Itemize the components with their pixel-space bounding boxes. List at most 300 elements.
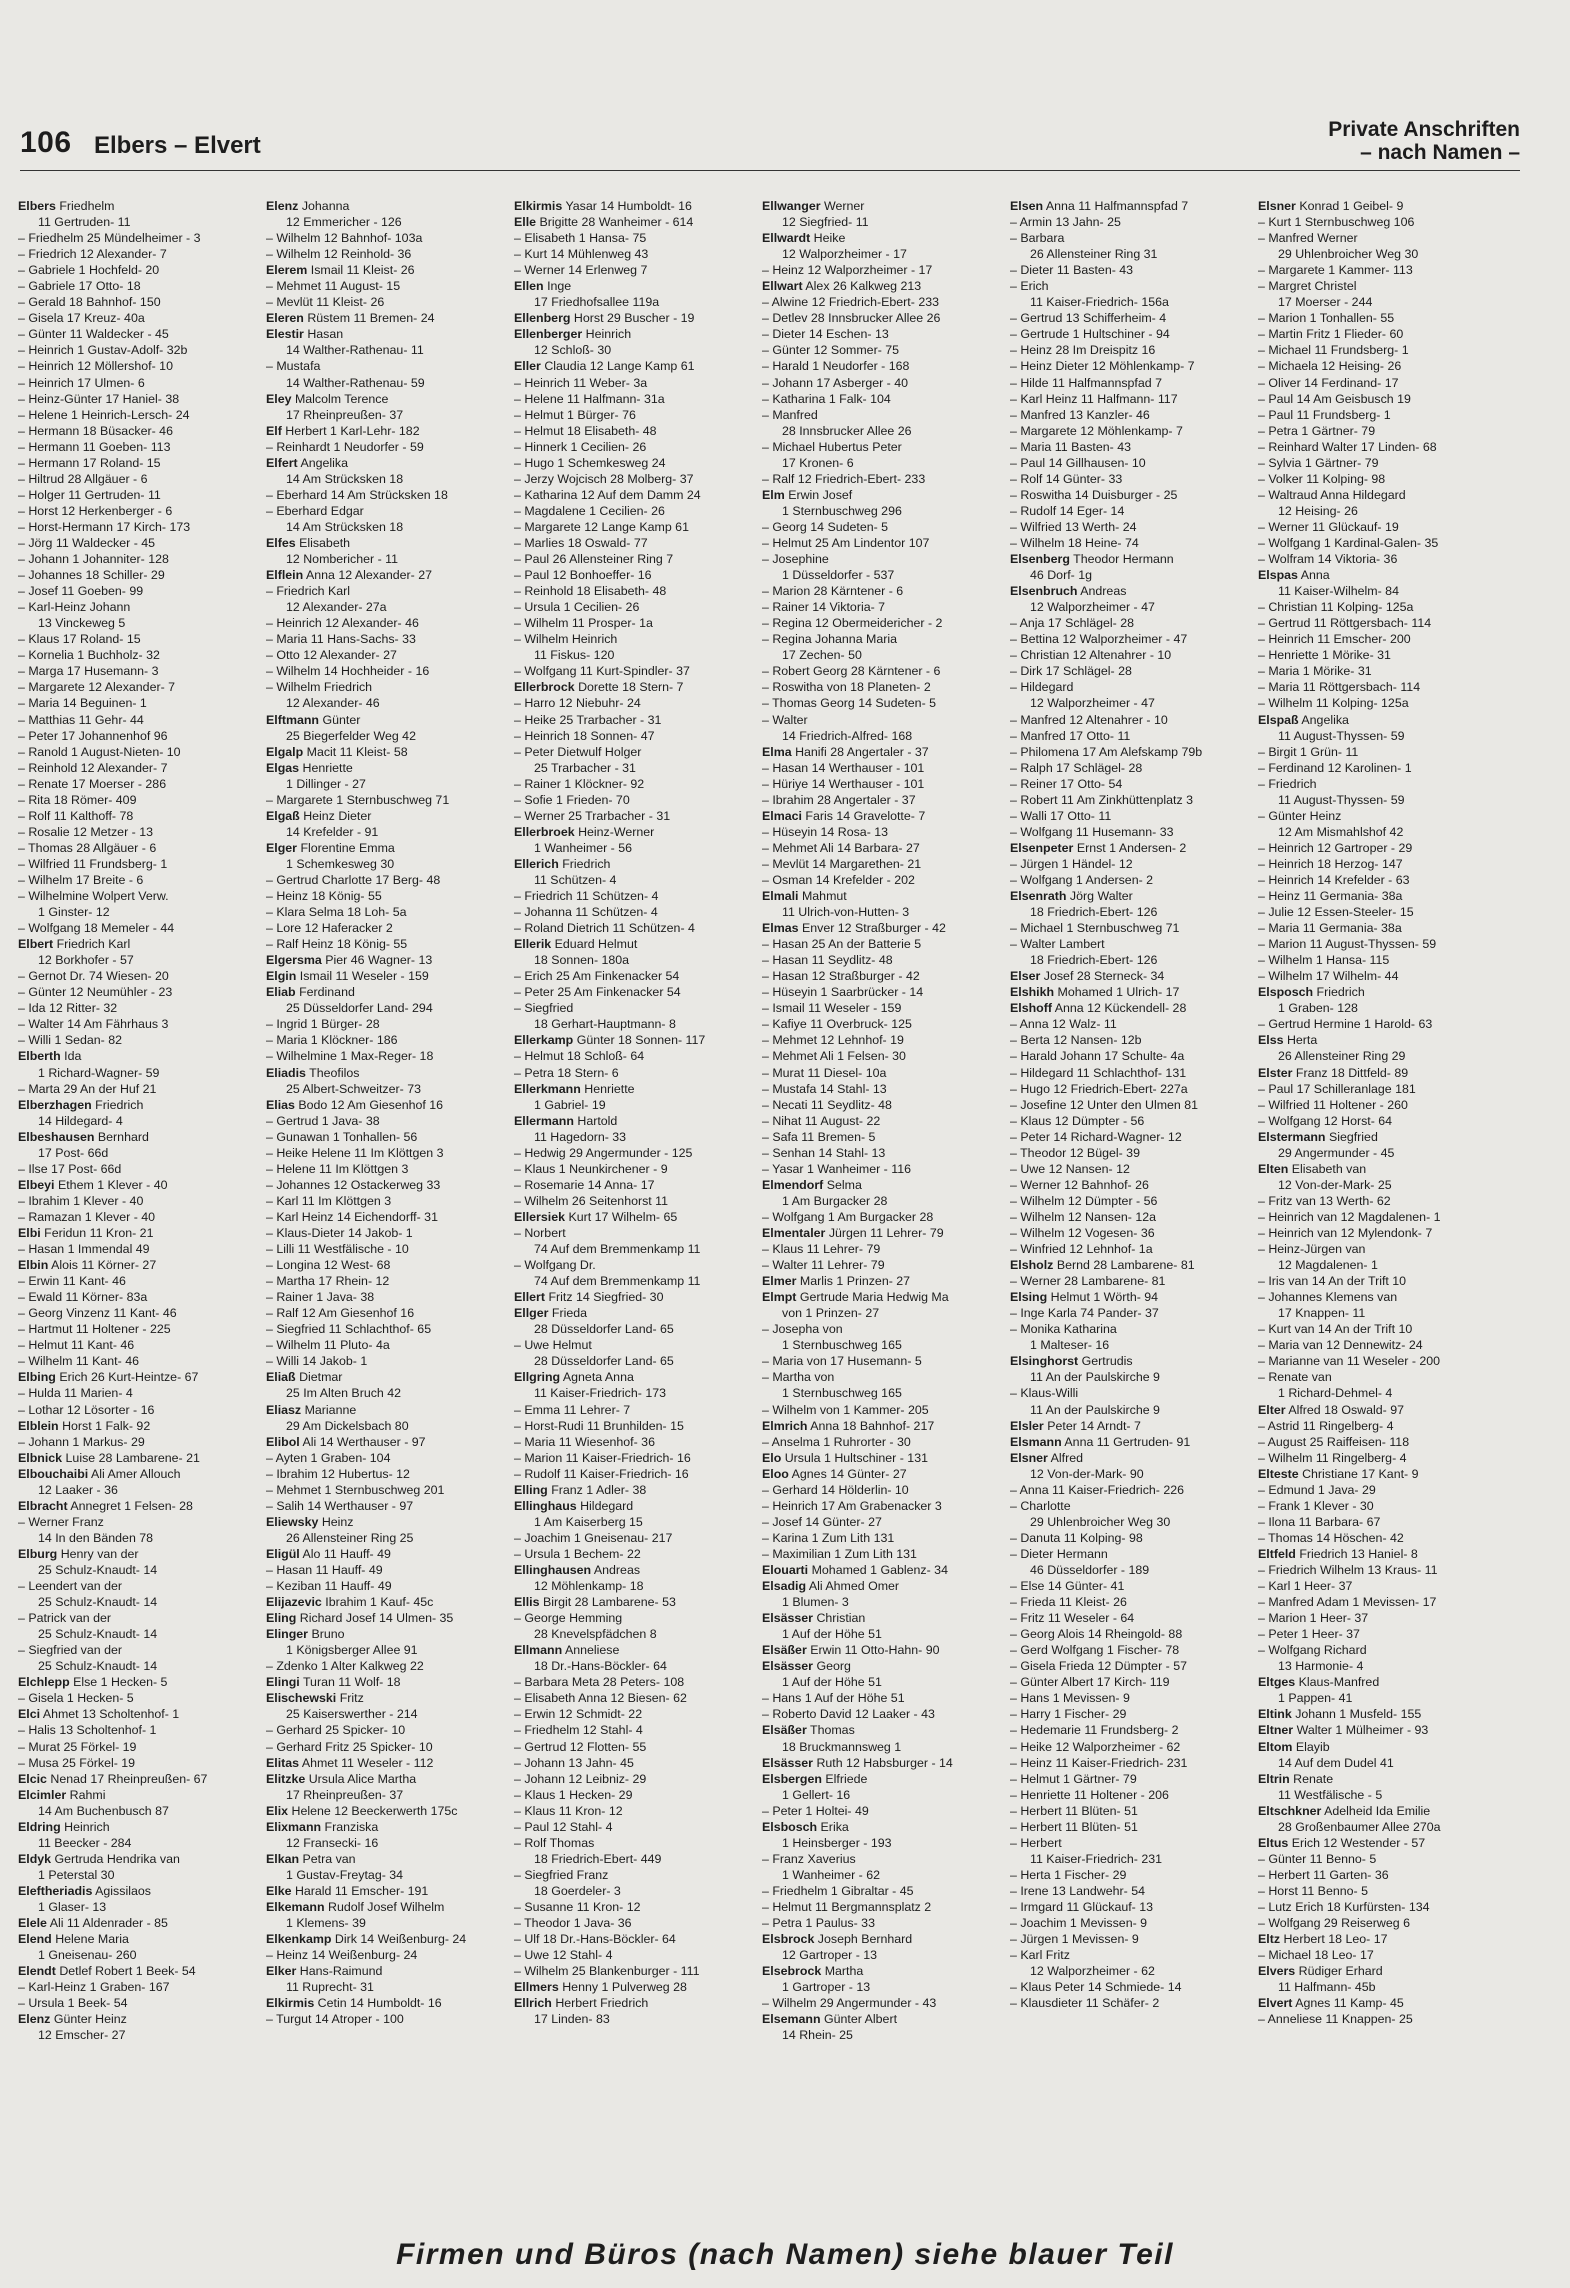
surname: Elmali bbox=[762, 889, 799, 904]
entry-text: Kurt 17 Wilhelm- 65 bbox=[568, 1209, 678, 1224]
entry-text: – Ramazan 1 Klever - 40 bbox=[18, 1209, 156, 1224]
entry-text: 12 Heising- 26 bbox=[1278, 503, 1358, 518]
entry-text: 1 Schemkesweg 30 bbox=[286, 856, 395, 871]
entry-text: – Marga 17 Husemann- 3 bbox=[18, 664, 159, 679]
directory-entry bbox=[1010, 1835, 1250, 1851]
directory-entry bbox=[514, 471, 754, 487]
directory-entry bbox=[18, 776, 258, 792]
entry-text: Elisabeth bbox=[299, 535, 351, 550]
directory-entry bbox=[1010, 1706, 1250, 1722]
directory-entry-address bbox=[762, 1193, 1002, 1209]
entry-text: 1 Richard-Wagner- 59 bbox=[38, 1065, 160, 1080]
directory-entry-address bbox=[18, 1594, 258, 1610]
directory-entry bbox=[1258, 599, 1498, 615]
entry-text: – Ferdinand 12 Karolinen- 1 bbox=[1258, 760, 1412, 775]
directory-entry bbox=[514, 792, 754, 808]
directory-entry bbox=[1258, 663, 1498, 679]
entry-text: 11 Gertruden- 11 bbox=[38, 215, 131, 230]
directory-entry bbox=[1258, 551, 1498, 567]
entry-text: – Iris van 14 An der Trift 10 bbox=[1258, 1274, 1407, 1289]
entry-text: – Christian 12 Altenahrer - 10 bbox=[1010, 648, 1172, 663]
directory-entry bbox=[18, 1402, 258, 1418]
surname: Elshikh bbox=[1010, 985, 1055, 1000]
entry-text: Erika bbox=[820, 1819, 849, 1834]
entry-text: – Johann 17 Asberger - 40 bbox=[762, 375, 909, 390]
directory-entry bbox=[266, 1450, 506, 1466]
directory-entry bbox=[1010, 1658, 1250, 1674]
entry-text: – Murat 25 Förkel- 19 bbox=[18, 1739, 137, 1754]
entry-text: 14 Friedrich-Alfred- 168 bbox=[782, 728, 913, 743]
entry-text: – Rainer 1 Klöckner- 92 bbox=[514, 776, 645, 791]
entry-text: – Hilde 11 Halfmannspfad 7 bbox=[1010, 375, 1162, 390]
entry-text: – Erwin 12 Schmidt- 22 bbox=[514, 1707, 643, 1722]
directory-entry-surname bbox=[18, 2011, 258, 2027]
entry-text: – Karl 1 Heer- 37 bbox=[1258, 1579, 1353, 1594]
directory-entry-address bbox=[1010, 1402, 1250, 1418]
directory-entry bbox=[762, 294, 1002, 310]
directory-entry bbox=[762, 391, 1002, 407]
directory-entry bbox=[514, 1000, 754, 1016]
directory-entry bbox=[762, 358, 1002, 374]
directory-entry-address bbox=[762, 1867, 1002, 1883]
directory-entry-address bbox=[266, 776, 506, 792]
directory-entry bbox=[1258, 1562, 1498, 1578]
entry-text: Alois 11 Körner- 27 bbox=[51, 1258, 157, 1273]
entry-text: 1 Am Kaiserberg 15 bbox=[534, 1514, 643, 1529]
entry-text: 12 Am Mismahlshof 42 bbox=[1278, 824, 1404, 839]
entry-text: Enver 12 Straßburger - 42 bbox=[801, 921, 946, 936]
directory-entry-surname bbox=[762, 1418, 1002, 1434]
directory-entry bbox=[18, 1690, 258, 1706]
entry-text: – Manfred Adam 1 Mevissen- 17 bbox=[1258, 1595, 1437, 1610]
directory-entry bbox=[514, 407, 754, 423]
entry-text: Feridun 11 Kron- 21 bbox=[44, 1226, 154, 1240]
surname: Elsebrock bbox=[762, 1964, 822, 1979]
entry-text: – Maria 11 Basten- 43 bbox=[1010, 439, 1131, 454]
directory-entry bbox=[266, 663, 506, 679]
entry-text: Johanna bbox=[301, 199, 350, 213]
directory-entry-surname bbox=[514, 1305, 754, 1321]
entry-text: – Kurt 14 Mühlenweg 43 bbox=[514, 247, 649, 262]
directory-entry bbox=[18, 1000, 258, 1016]
surname: Elmrich bbox=[762, 1418, 808, 1433]
entry-text: – Reinhard Walter 17 Linden- 68 bbox=[1258, 439, 1437, 454]
entry-text: – Marianne van 11 Weseler - 200 bbox=[1258, 1354, 1441, 1369]
directory-entry bbox=[18, 1016, 258, 1032]
entry-text: Hanifi 28 Angertaler - 37 bbox=[795, 744, 929, 759]
directory-entry-surname bbox=[1258, 1963, 1498, 1979]
directory-entry-surname bbox=[514, 1995, 754, 2011]
surname: Elkirmis bbox=[514, 199, 563, 213]
directory-entry bbox=[514, 1803, 754, 1819]
directory-entry bbox=[18, 358, 258, 374]
entry-text: – Wilhelm Heinrich bbox=[514, 632, 618, 647]
entry-text: – Werner 14 Erlenweg 7 bbox=[514, 263, 648, 278]
entry-text: 1 Auf der Höhe 51 bbox=[782, 1675, 882, 1690]
directory-entry bbox=[762, 1353, 1002, 1369]
directory-entry bbox=[18, 262, 258, 278]
directory-entry bbox=[1010, 936, 1250, 952]
directory-entry-surname bbox=[762, 487, 1002, 503]
surname: Eling bbox=[266, 1611, 297, 1626]
surname: Elbert bbox=[18, 937, 54, 952]
surname: Ellerkamp bbox=[514, 1033, 574, 1048]
entry-text: – Friedhelm 12 Stahl- 4 bbox=[514, 1723, 643, 1738]
directory-entry bbox=[1010, 1931, 1250, 1947]
entry-text: – Rita 18 Römer- 409 bbox=[18, 792, 137, 807]
directory-entry bbox=[762, 375, 1002, 391]
entry-text: – Gabriele 1 Hochfeld- 20 bbox=[18, 263, 160, 278]
entry-text: 1 Blumen- 3 bbox=[782, 1595, 849, 1610]
entry-text: – Hans 1 Mevissen- 9 bbox=[1010, 1691, 1130, 1706]
entry-text: – Gunawan 1 Tonhallen- 56 bbox=[266, 1129, 418, 1144]
directory-entry bbox=[1258, 262, 1498, 278]
directory-entry bbox=[514, 663, 754, 679]
page-range-title: Elbers – Elvert bbox=[94, 132, 261, 159]
directory-entry-surname bbox=[266, 262, 506, 278]
entry-text: – Harald Johann 17 Schulte- 4a bbox=[1010, 1049, 1185, 1064]
directory-entry bbox=[762, 663, 1002, 679]
entry-text: – Renate 17 Moerser - 286 bbox=[18, 776, 167, 791]
entry-text: – Heinrich van 12 Magdalenen- 1 bbox=[1258, 1209, 1441, 1224]
directory-entry-surname bbox=[266, 198, 506, 214]
directory-entry-address bbox=[514, 1016, 754, 1032]
entry-text: – Werner 11 Glückauf- 19 bbox=[1258, 519, 1399, 534]
directory-entry bbox=[514, 744, 754, 760]
directory-entry bbox=[18, 1161, 258, 1177]
directory-entry bbox=[514, 1434, 754, 1450]
entry-text: – Turgut 14 Atroper - 100 bbox=[266, 2012, 404, 2027]
directory-entry bbox=[266, 1016, 506, 1032]
entry-text: – George Hemming bbox=[514, 1611, 623, 1626]
surname: Elijazevic bbox=[266, 1595, 322, 1610]
entry-text: – Horst 12 Herkenberger - 6 bbox=[18, 503, 173, 518]
entry-text: – Ilse 17 Post- 66d bbox=[18, 1161, 122, 1176]
entry-text: Frieda bbox=[551, 1306, 588, 1321]
directory-entry-address bbox=[266, 1000, 506, 1016]
directory-entry bbox=[1258, 2011, 1498, 2027]
directory-entry-address bbox=[514, 840, 754, 856]
entry-text: – Maria 11 Hans-Sachs- 33 bbox=[266, 632, 416, 647]
entry-text: 26 Allensteiner Ring 25 bbox=[286, 1530, 414, 1545]
directory-entry bbox=[1010, 535, 1250, 551]
entry-text: – Roberto David 12 Laaker - 43 bbox=[762, 1707, 935, 1722]
entry-text: 11 Fiskus- 120 bbox=[534, 648, 615, 663]
entry-text: – Gernot Dr. 74 Wiesen- 20 bbox=[18, 969, 169, 984]
directory-entry-address bbox=[762, 1385, 1002, 1401]
entry-text: – Petra 18 Stern- 6 bbox=[514, 1065, 619, 1080]
directory-entry bbox=[18, 1289, 258, 1305]
entry-text: – Matthias 11 Gehr- 44 bbox=[18, 712, 144, 727]
directory-entry-address bbox=[18, 1947, 258, 1963]
entry-text: – Ida 12 Ritter- 32 bbox=[18, 1001, 118, 1016]
entry-text: 12 Gartroper - 13 bbox=[782, 1948, 878, 1963]
directory-entry bbox=[266, 888, 506, 904]
directory-entry-surname bbox=[1258, 1803, 1498, 1819]
directory-entry bbox=[1010, 455, 1250, 471]
entry-text: – Heinrich 18 Herzog- 147 bbox=[1258, 856, 1403, 871]
entry-text: 1 Malteser- 16 bbox=[1030, 1338, 1110, 1353]
entry-text: – Johannes 12 Ostackerweg 33 bbox=[266, 1177, 441, 1192]
surname: Elbers bbox=[18, 199, 56, 213]
surname: Elsenberg bbox=[1010, 552, 1070, 567]
directory-entry bbox=[1258, 1530, 1498, 1546]
directory-entry-surname bbox=[18, 1418, 258, 1434]
surname: Ellermann bbox=[514, 1113, 574, 1128]
entry-text: Helmut 1 Wörth- 94 bbox=[1050, 1290, 1159, 1305]
directory-entry-surname bbox=[514, 1979, 754, 1995]
directory-entry bbox=[1258, 1337, 1498, 1353]
entry-text: – Margarete 1 Sternbuschweg 71 bbox=[266, 792, 450, 807]
directory-column bbox=[1010, 198, 1250, 2178]
entry-text: – Patrick van der bbox=[18, 1611, 111, 1626]
directory-entry bbox=[762, 1016, 1002, 1032]
directory-entry-surname bbox=[1258, 1739, 1498, 1755]
directory-entry bbox=[18, 487, 258, 503]
entry-text: – Birgit 1 Grün- 11 bbox=[1258, 744, 1359, 759]
entry-text: – Lilli 11 Westfälische - 10 bbox=[266, 1242, 409, 1257]
entry-text: Herta bbox=[1286, 1033, 1318, 1048]
directory-entry bbox=[514, 1450, 754, 1466]
entry-text: – Michael 18 Leo- 17 bbox=[1258, 1948, 1374, 1963]
entry-text: – Heinrich 11 Weber- 3a bbox=[514, 375, 648, 390]
entry-text: – Johanna 11 Schützen- 4 bbox=[514, 905, 658, 920]
directory-entry bbox=[18, 728, 258, 744]
entry-text: Bodo 12 Am Giesenhof 16 bbox=[298, 1097, 444, 1112]
directory-entry bbox=[266, 1321, 506, 1337]
surname: Elsadig bbox=[762, 1579, 807, 1594]
directory-entry-surname bbox=[18, 1851, 258, 1867]
directory-entry-address bbox=[266, 407, 506, 423]
directory-entry bbox=[18, 278, 258, 294]
entry-text: 1 Dillinger - 27 bbox=[286, 776, 366, 791]
entry-text: – Reiner 17 Otto- 54 bbox=[1010, 776, 1123, 791]
directory-entry-surname bbox=[266, 1819, 506, 1835]
directory-entry-address bbox=[1010, 1963, 1250, 1979]
entry-text: – Elisabeth 1 Hansa- 75 bbox=[514, 231, 647, 246]
entry-text: 14 Auf dem Dudel 41 bbox=[1278, 1755, 1394, 1770]
entry-text: – Wilhelm 26 Seitenhorst 11 bbox=[514, 1193, 669, 1208]
directory-entry bbox=[514, 503, 754, 519]
directory-entry bbox=[1010, 1530, 1250, 1546]
entry-text: Heike bbox=[813, 231, 846, 246]
entry-text: – Karl 11 Im Klöttgen 3 bbox=[266, 1193, 392, 1208]
entry-text: – Barbara bbox=[1010, 231, 1065, 246]
directory-entry bbox=[514, 1161, 754, 1177]
surname: Ellenberg bbox=[514, 311, 571, 326]
directory-entry-surname bbox=[1258, 1546, 1498, 1562]
surname: Eleftheriadis bbox=[18, 1883, 93, 1898]
directory-entry bbox=[266, 1209, 506, 1225]
entry-text: – Robert 11 Am Zinkhüttenplatz 3 bbox=[1010, 792, 1193, 807]
directory-entry-surname bbox=[514, 1209, 754, 1225]
entry-text: – Mustafa bbox=[266, 359, 321, 374]
directory-entry bbox=[18, 294, 258, 310]
entry-text: – Wolfgang 18 Memeler - 44 bbox=[18, 921, 175, 936]
footer-note: Firmen und Büros (nach Namen) siehe blauer Teil bbox=[396, 2238, 1174, 2271]
entry-text: 11 Westfälische - 5 bbox=[1278, 1787, 1383, 1802]
directory-entry bbox=[514, 1706, 754, 1722]
directory-entry bbox=[18, 1337, 258, 1353]
directory-entry bbox=[762, 1241, 1002, 1257]
directory-entry bbox=[266, 1337, 506, 1353]
entry-text: – Hasan 12 Straßburger - 42 bbox=[762, 969, 920, 984]
entry-text: 25 Schulz-Knaudt- 14 bbox=[38, 1562, 158, 1577]
entry-text: – Mehmet 12 Lehnhof- 19 bbox=[762, 1033, 904, 1048]
directory-entry-surname bbox=[762, 1722, 1002, 1738]
entry-text: – Mehmet Ali 14 Barbara- 27 bbox=[762, 840, 920, 855]
directory-entry bbox=[1258, 952, 1498, 968]
entry-text: – Julie 12 Essen-Steeler- 15 bbox=[1258, 905, 1414, 920]
directory-entry bbox=[266, 1353, 506, 1369]
entry-text: – Rosalie 12 Metzer - 13 bbox=[18, 824, 153, 839]
directory-entry-surname bbox=[1010, 583, 1250, 599]
directory-entry-address bbox=[18, 1482, 258, 1498]
directory-entry bbox=[266, 246, 506, 262]
surname: Ellert bbox=[514, 1290, 545, 1305]
directory-entry-surname bbox=[266, 535, 506, 551]
directory-entry-surname bbox=[1010, 968, 1250, 984]
directory-entry bbox=[1258, 1851, 1498, 1867]
entry-text: – Wilhelm 17 Breite - 6 bbox=[18, 872, 144, 887]
entry-text: – Fritz 11 Weseler - 64 bbox=[1010, 1611, 1135, 1626]
directory-entry bbox=[266, 1225, 506, 1241]
entry-text: 12 Walporzheimer - 47 bbox=[1030, 696, 1155, 711]
directory-entry bbox=[762, 407, 1002, 423]
entry-text: – Johann 12 Leibniz- 29 bbox=[514, 1771, 647, 1786]
directory-entry bbox=[514, 1177, 754, 1193]
directory-entry bbox=[1258, 230, 1498, 246]
entry-text: – Ayten 1 Graben- 104 bbox=[266, 1450, 391, 1465]
entry-text: – Irene 13 Landwehr- 54 bbox=[1010, 1883, 1146, 1898]
entry-text: Ursula 1 Hultschiner - 131 bbox=[784, 1450, 928, 1465]
directory-entry bbox=[18, 599, 258, 615]
entry-text: – Herbert 11 Garten- 36 bbox=[1258, 1867, 1389, 1882]
directory-entry-surname bbox=[514, 198, 754, 214]
directory-entry bbox=[762, 1690, 1002, 1706]
entry-text: – Helmut 18 Elisabeth- 48 bbox=[514, 423, 657, 438]
directory-entry-surname bbox=[1010, 1450, 1250, 1466]
surname: Ellinghausen bbox=[514, 1562, 592, 1577]
directory-entry bbox=[266, 792, 506, 808]
entry-text: – Maria van 12 Dennewitz- 24 bbox=[1258, 1338, 1423, 1353]
entry-text: Günter bbox=[322, 712, 361, 727]
directory-entry-address bbox=[266, 551, 506, 567]
entry-text: – Manfred 13 Kanzler- 46 bbox=[1010, 407, 1150, 422]
surname: Elixmann bbox=[266, 1819, 322, 1834]
entry-text: Alfred bbox=[1050, 1450, 1084, 1465]
entry-text: – Helmut 18 Schloß- 64 bbox=[514, 1049, 645, 1064]
entry-text: 25 Schulz-Knaudt- 14 bbox=[38, 1659, 158, 1674]
entry-text: – Friedrich Wilhelm 13 Kraus- 11 bbox=[1258, 1562, 1438, 1577]
surname: Elgas bbox=[266, 760, 300, 775]
surname: Elmendorf bbox=[762, 1177, 824, 1192]
entry-text: 14 In den Bänden 78 bbox=[38, 1530, 154, 1545]
surname: Elerem bbox=[266, 263, 308, 278]
entry-text: 11 August-Thyssen- 59 bbox=[1278, 728, 1405, 743]
directory-entry bbox=[1258, 1113, 1498, 1129]
directory-entry-surname bbox=[266, 1369, 506, 1385]
surname: Elibol bbox=[266, 1434, 300, 1449]
entry-text: 1 Am Burgacker 28 bbox=[782, 1193, 888, 1208]
surname: Elchlepp bbox=[18, 1675, 70, 1690]
surname: Elflein bbox=[266, 568, 304, 583]
entry-text: 29 Am Dickelsbach 80 bbox=[286, 1418, 409, 1433]
entry-text: Marianne bbox=[304, 1402, 357, 1417]
entry-text: – Hans 1 Auf der Höhe 51 bbox=[762, 1691, 905, 1706]
entry-text: 13 Vinckeweg 5 bbox=[38, 616, 126, 631]
directory-entry bbox=[1258, 679, 1498, 695]
directory-entry-address bbox=[762, 1337, 1002, 1353]
entry-text: – Thomas 14 Höschen- 42 bbox=[1258, 1530, 1404, 1545]
entry-text: – Peter 1 Heer- 37 bbox=[1258, 1627, 1360, 1642]
directory-entry bbox=[1010, 326, 1250, 342]
directory-entry-surname bbox=[514, 1113, 754, 1129]
directory-entry bbox=[1258, 439, 1498, 455]
directory-entry bbox=[1258, 375, 1498, 391]
directory-entry-address bbox=[1258, 1819, 1498, 1835]
directory-entry-address bbox=[18, 1899, 258, 1915]
directory-entry-surname bbox=[18, 936, 258, 952]
directory-entry-surname bbox=[514, 1289, 754, 1305]
surname: Elgaß bbox=[266, 808, 300, 823]
directory-entry bbox=[514, 1963, 754, 1979]
entry-text: Erwin 11 Otto-Hahn- 90 bbox=[810, 1643, 940, 1658]
directory-entry bbox=[1010, 1032, 1250, 1048]
directory-entry-surname bbox=[266, 840, 506, 856]
entry-text: – Hugo 12 Friedrich-Ebert- 227a bbox=[1010, 1081, 1188, 1096]
entry-text: 11 Ulrich-von-Hutten- 3 bbox=[782, 905, 910, 920]
surname: Elbracht bbox=[18, 1498, 68, 1513]
surname: Eliewsky bbox=[266, 1514, 319, 1529]
entry-text: 13 Harmonie- 4 bbox=[1278, 1659, 1364, 1674]
directory-entry bbox=[1258, 1514, 1498, 1530]
directory-entry-surname bbox=[762, 1562, 1002, 1578]
entry-text: Faris 14 Gravelotte- 7 bbox=[805, 808, 926, 823]
entry-text: – Wolfgang Dr. bbox=[514, 1258, 596, 1273]
entry-text: – Waltraud Anna Hildegard bbox=[1258, 487, 1406, 502]
directory-entry bbox=[18, 1321, 258, 1337]
entry-text: Harald 11 Emscher- 191 bbox=[294, 1883, 429, 1898]
entry-text: 25 Schulz-Knaudt- 14 bbox=[38, 1595, 158, 1610]
entry-text: – Renate van bbox=[1258, 1370, 1332, 1385]
directory-entry-address bbox=[514, 1626, 754, 1642]
directory-entry bbox=[1010, 342, 1250, 358]
entry-text: – Johann 1 Johanniter- 128 bbox=[18, 552, 169, 567]
directory-entry bbox=[18, 391, 258, 407]
directory-entry-address bbox=[762, 1739, 1002, 1755]
directory-entry bbox=[762, 1000, 1002, 1016]
entry-text: – Heinz-Jürgen van bbox=[1258, 1242, 1366, 1257]
entry-text: Rahmi bbox=[69, 1787, 106, 1802]
directory-entry bbox=[18, 439, 258, 455]
directory-entry bbox=[762, 1530, 1002, 1546]
entry-text: – Helene 11 Halfmann- 31a bbox=[514, 391, 665, 406]
entry-text: Petra van bbox=[302, 1851, 356, 1866]
directory-entry-address bbox=[1258, 1787, 1498, 1803]
directory-entry-surname bbox=[762, 230, 1002, 246]
entry-text: – Gertrude 1 Hultschiner - 94 bbox=[1010, 327, 1170, 342]
directory-entry bbox=[1010, 1225, 1250, 1241]
directory-entry-address bbox=[762, 214, 1002, 230]
entry-text: – Margret Christel bbox=[1258, 279, 1357, 294]
surname: Ellerkmann bbox=[514, 1081, 581, 1096]
directory-entry bbox=[1010, 503, 1250, 519]
directory-entry-address bbox=[762, 1947, 1002, 1963]
directory-entry bbox=[1258, 856, 1498, 872]
entry-text: Annegret 1 Felsen- 28 bbox=[70, 1498, 193, 1513]
directory-entry-address bbox=[266, 1787, 506, 1803]
